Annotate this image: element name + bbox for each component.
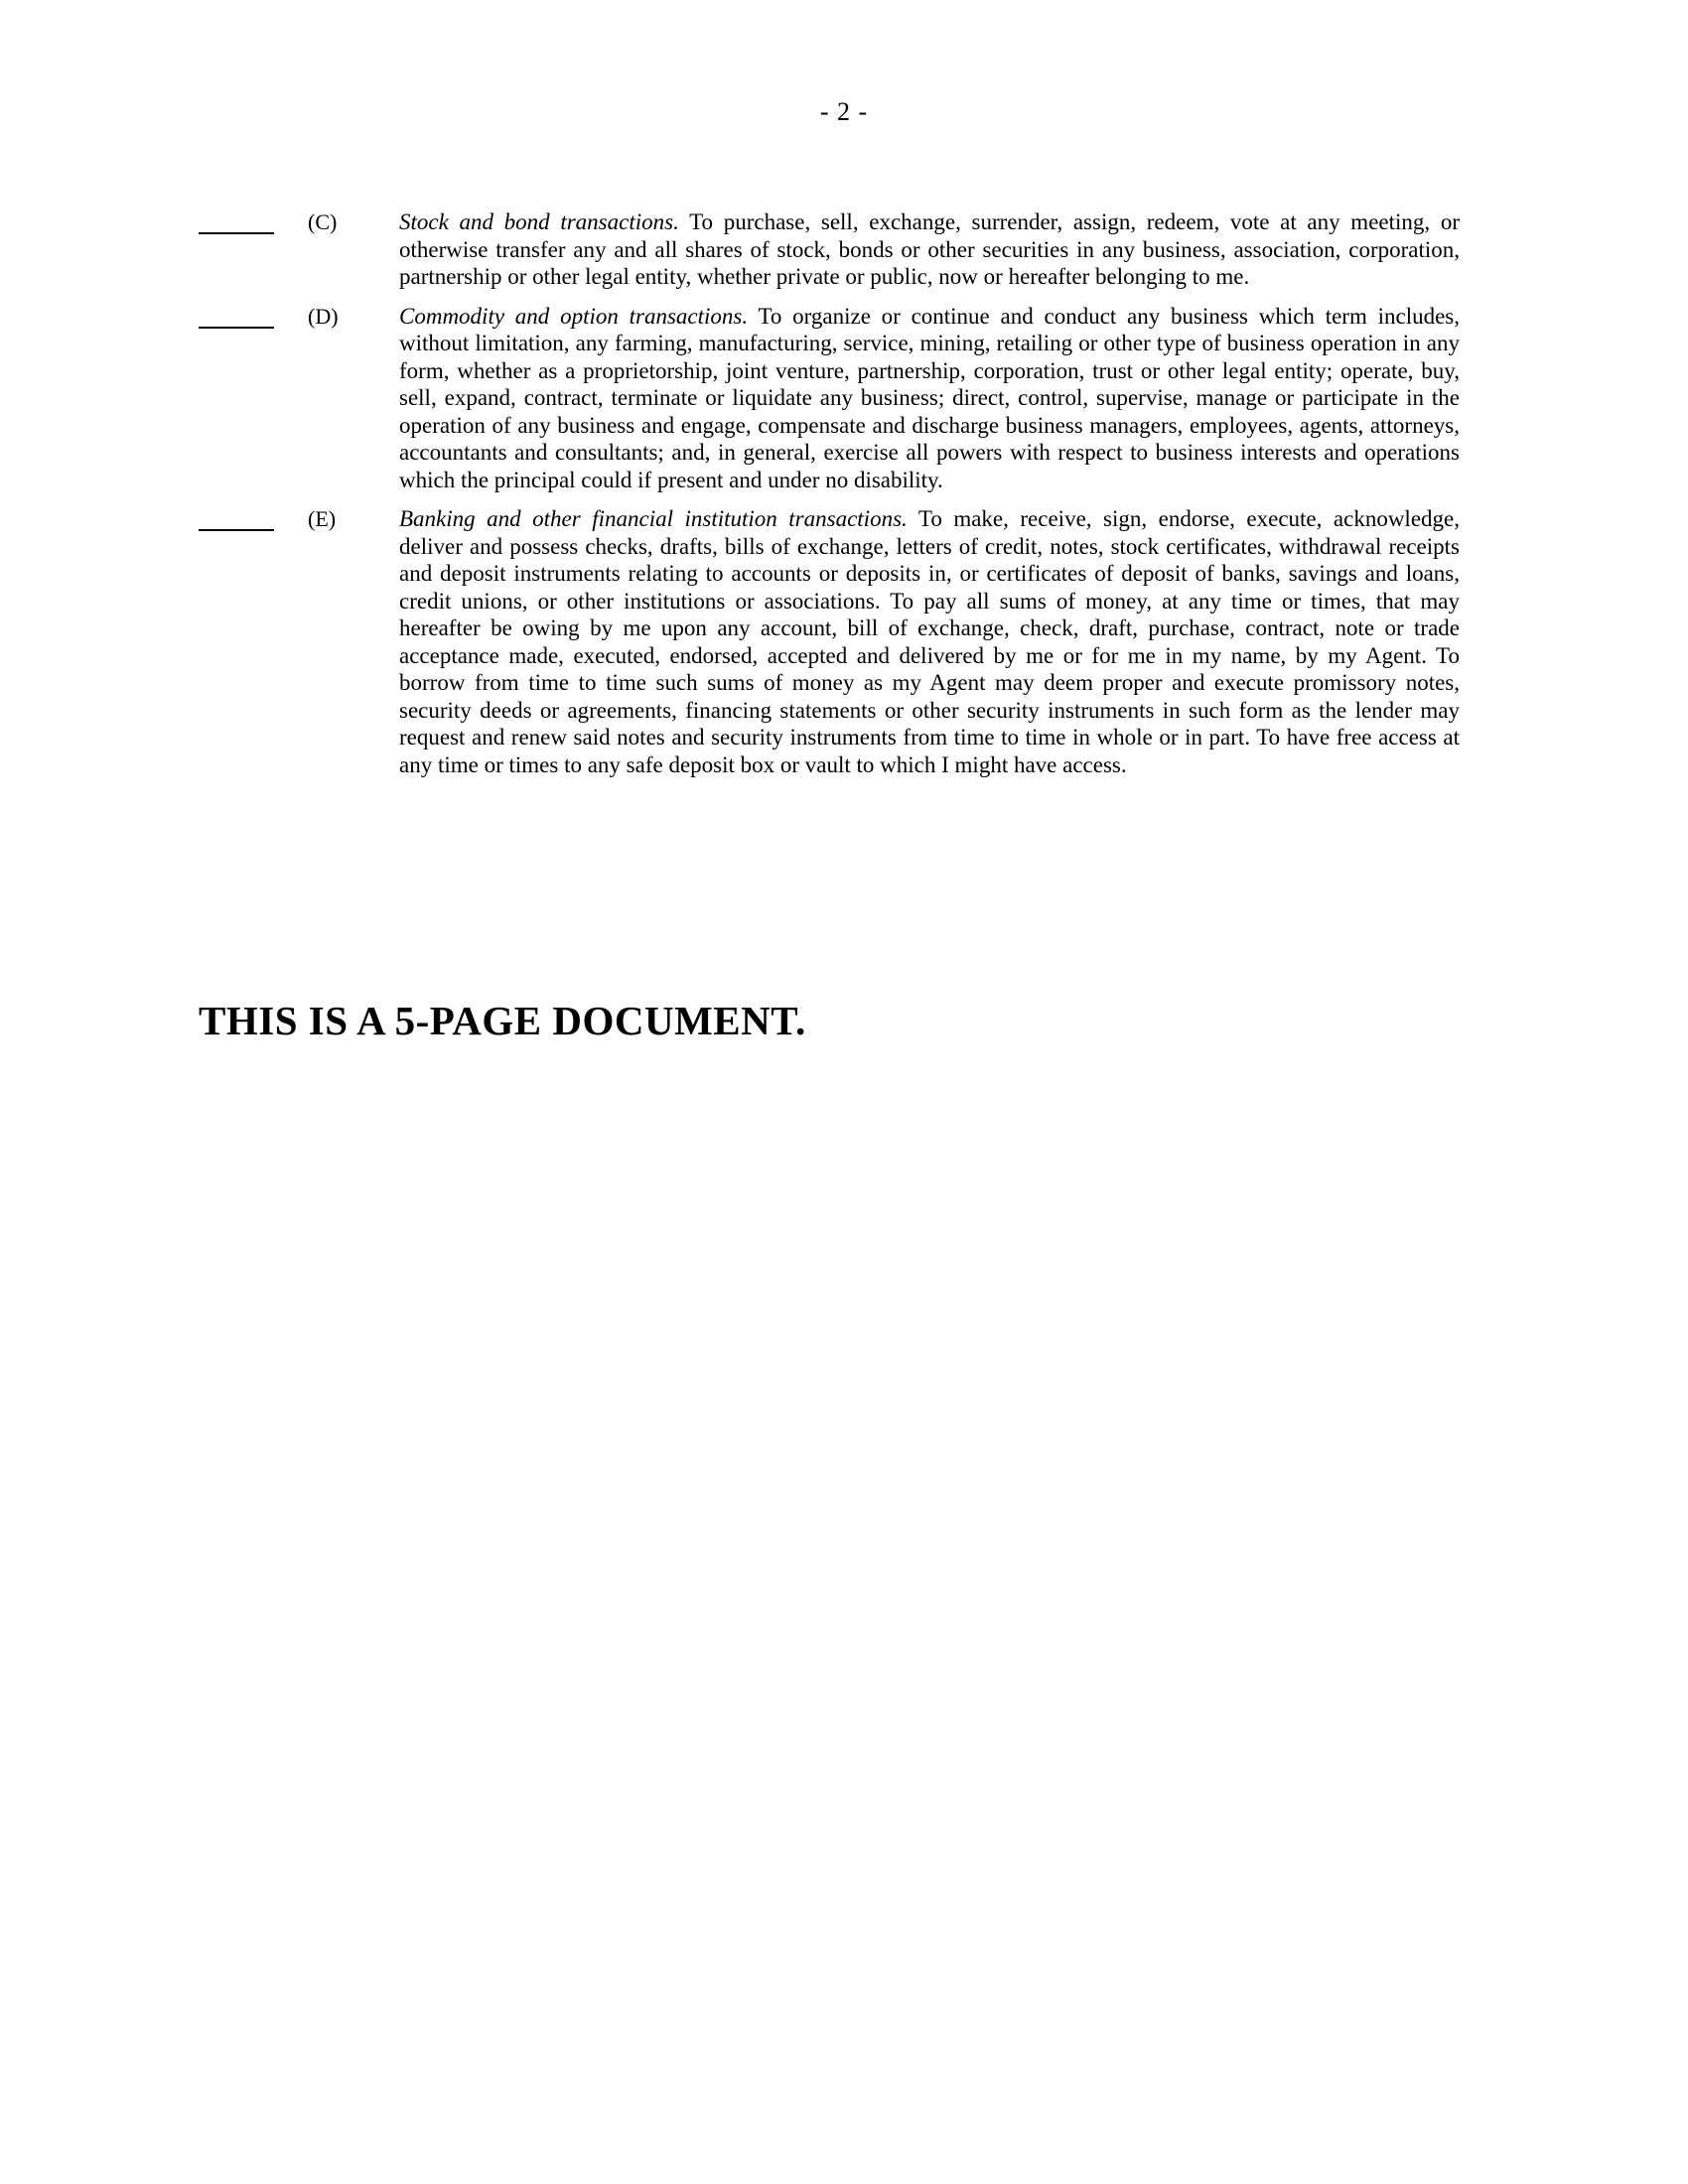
clause-title: Commodity and option transactions. [399,303,749,329]
clause-title: Banking and other financial institution transactions. [399,506,908,531]
clause-list [199,208,1460,790]
clause-label: (E) [308,506,337,531]
clause-body [399,505,1460,778]
initials-blank[interactable] [199,232,274,234]
clause-label: (C) [308,209,338,234]
clause-title: Stock and bond transactions. [399,209,679,234]
clause-c [199,208,1460,291]
clause-e [199,505,1460,778]
clause-text: To purchase, sell, exchange, surrender, assign, redeem, vote at any meeting, or otherwise transfer any and all shares of stock, bonds or other securities in any business, association, corporation, partnership or other legal entity, whether private or public, now or hereafter belonging to me. [399,209,1460,289]
clause-d [199,303,1460,494]
clause-text: To make, receive, sign, endorse, execute, acknowledge, deliver and possess checks, drafts, bills of exchange, letters of credit, notes, stock certificates, withdrawal receipts and deposit instruments relating to accounts or deposits in, or certificates of deposit of banks, savings and loans, credit unions, or other institutions or associations. To pay all sums of money, at any time or times, that may hereafter be owing by me upon any account, bill of exchange, check, draft, purchase, contract, note or trade acceptance made, executed, endorsed, accepted and delivered by me or for me in my name, by my Agent. To borrow from time to time such sums of money as my Agent may deem proper and execute promissory notes, security deeds or agreements, financing statements or other security instruments in such form as the lender may request and renew said notes and security instruments from time to time in whole or in part. To have free access at any time or times to any safe deposit box or vault to which I might have access. [399,506,1460,777]
clause-label: (D) [308,303,339,329]
clause-text: To organize or continue and conduct any business which term includes, without limitation, any farming, manufacturing, service, mining, retailing or other type of business operation in any form, whether as a proprietorship, joint venture, partnership, corporation, trust or other legal entity; operate, buy, sell, expand, contract, terminate or liquidate any business; direct, control, supervise, manage or participate in the operation of any business and engage, compensate and discharge business managers, employees, agents, attorneys, accountants and consultants; and, in general, exercise all powers with respect to business interests and operations which the principal could if present and under no disability. [399,303,1460,492]
document-length-notice: THIS IS A 5-PAGE DOCUMENT. [199,998,806,1043]
initials-blank[interactable] [199,327,274,329]
page-number: - 2 - [819,97,869,126]
clause-body [399,303,1460,494]
initials-blank[interactable] [199,529,274,531]
clause-body [399,208,1460,291]
